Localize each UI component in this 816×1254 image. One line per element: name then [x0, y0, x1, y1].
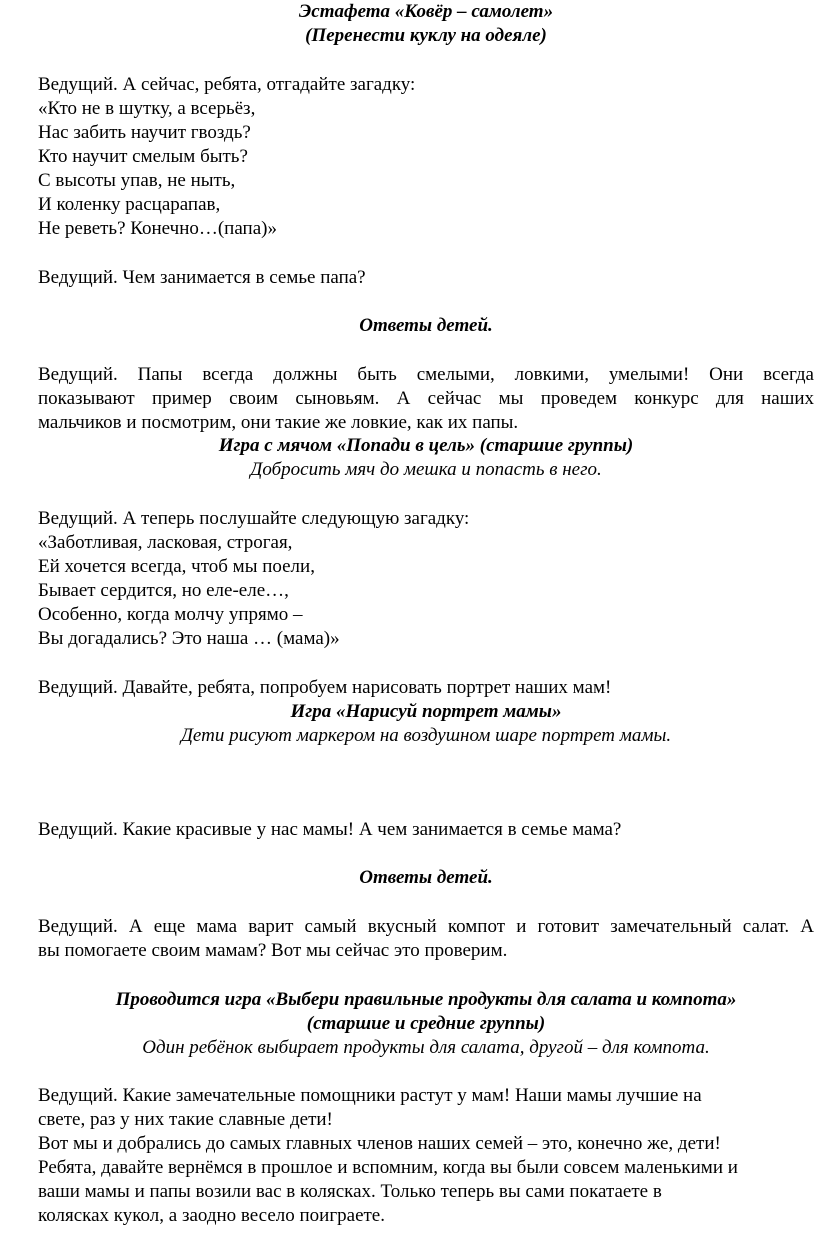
riddle1-line: С высоты упав, не ныть,: [38, 170, 236, 191]
game-ball-title: Игра с мячом «Попади в цель» (старшие группы): [218, 435, 634, 456]
final-paragraph-line: Ведущий. Какие замечательные помощники растут у мам! Наши мамы лучшие на: [38, 1085, 702, 1106]
papa-paragraph-line: Ведущий. Папы всегда должны быть смелыми, ловкими, умелыми! Они всегда: [38, 364, 814, 385]
riddle1-line: И коленку расцарапав,: [38, 194, 221, 215]
riddle2-line: «Заботливая, ласковая, строгая,: [38, 532, 293, 553]
compote-paragraph-line: Ведущий. А еще мама варит самый вкусный компот и готовит замечательный салат. А: [38, 916, 814, 937]
riddle2-line: Бывает сердится, но еле-еле…,: [38, 580, 289, 601]
riddle1-line: «Кто не в шутку, а всерьёз,: [38, 98, 256, 119]
portrait-intro: Ведущий. Давайте, ребята, попробуем нарисовать портрет наших мам!: [38, 677, 612, 698]
riddle2-line: Вы догадались? Это наша … (мама)»: [38, 628, 340, 649]
game-portrait-title: Игра «Нарисуй портрет мамы»: [290, 701, 562, 722]
riddle2-intro: Ведущий. А теперь послушайте следующую загадку:: [38, 508, 470, 529]
riddle2-line: Ей хочется всегда, чтоб мы поели,: [38, 556, 315, 577]
game-ball-description: Добросить мяч до мешка и попасть в него.: [250, 459, 602, 480]
final-paragraph-line: Вот мы и добрались до самых главных членов наших семей – это, конечно же, дети!: [38, 1133, 721, 1154]
children-answers: Ответы детей.: [359, 867, 493, 888]
papa-paragraph-line: мальчиков и посмотрим, они такие же ловкие, как их папы.: [38, 412, 519, 433]
riddle1-line: Не реветь? Конечно…(папа)»: [38, 218, 277, 239]
game-products-title: Проводится игра «Выбери правильные продукты для салата и компота»: [115, 989, 737, 1010]
final-paragraph-line: свете, раз у них такие славные дети!: [38, 1109, 333, 1130]
riddle1-intro: Ведущий. А сейчас, ребята, отгадайте загадку:: [38, 74, 416, 95]
game-products-description: Один ребёнок выбирает продукты для салата, другой – для компота.: [142, 1037, 710, 1058]
compote-paragraph-line: вы помогаете своим мамам? Вот мы сейчас это проверим.: [38, 940, 508, 961]
question-mama: Ведущий. Какие красивые у нас мамы! А чем занимается в семье мама?: [38, 819, 622, 840]
game-portrait-description: Дети рисуют маркером на воздушном шаре портрет мамы.: [180, 725, 672, 746]
children-answers: Ответы детей.: [359, 315, 493, 336]
final-paragraph-line: Ребята, давайте вернёмся в прошлое и вспомним, когда вы были совсем маленькими и: [38, 1157, 738, 1178]
final-paragraph-line: колясках кукол, а заодно весело поиграете.: [38, 1205, 385, 1226]
question-papa: Ведущий. Чем занимается в семье папа?: [38, 267, 366, 288]
relay-subtitle: (Перенести куклу на одеяле): [305, 25, 547, 46]
game-products-groups: (старшие и средние группы): [306, 1013, 546, 1034]
papa-paragraph-line: показывают пример своим сыновьям. А сейчас мы проведем конкурс для наших: [38, 388, 814, 409]
relay-title: Эстафета «Ковёр – самолет»: [298, 1, 554, 22]
riddle1-line: Нас забить научит гвоздь?: [38, 122, 251, 143]
riddle1-line: Кто научит смелым быть?: [38, 146, 248, 167]
final-paragraph-line: ваши мамы и папы возили вас в колясках. Только теперь вы сами покатаете в: [38, 1181, 662, 1202]
riddle2-line: Особенно, когда молчу упрямо –: [38, 604, 303, 625]
